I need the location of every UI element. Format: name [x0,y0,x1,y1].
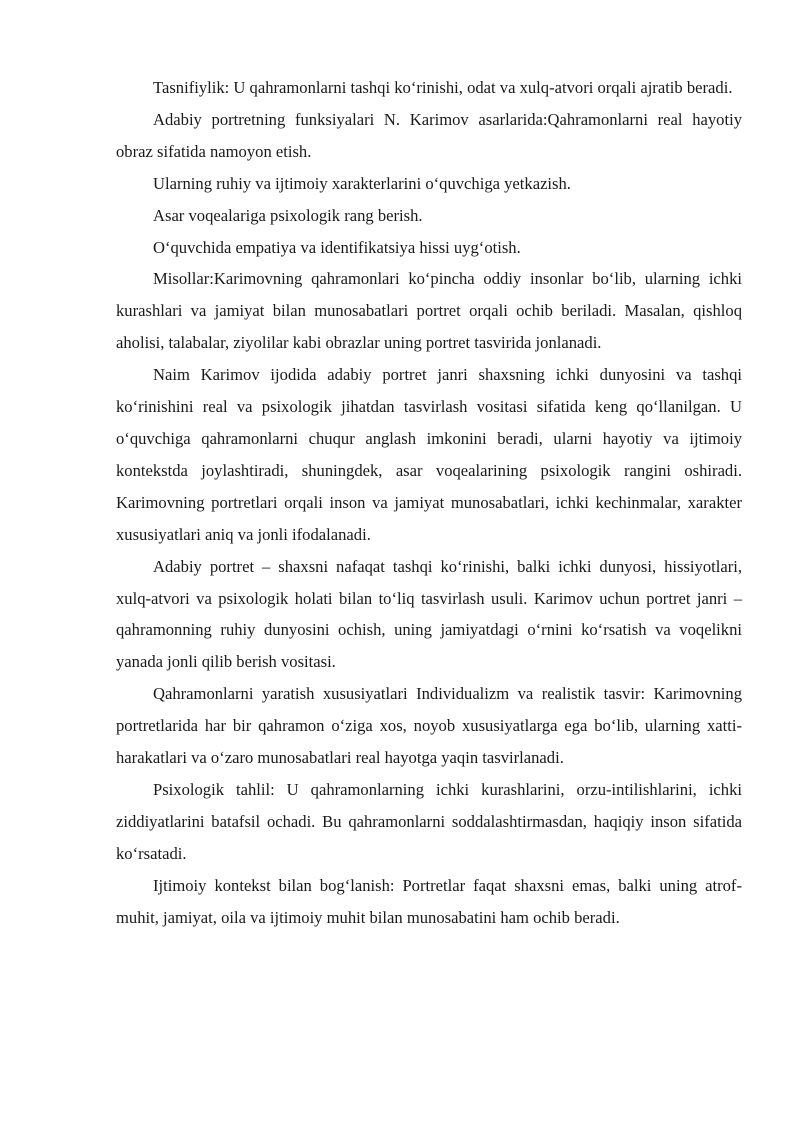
paragraph-social-context: Ijtimoiy kontekst bilan bog‘lanish: Portretlar faqat shaxsni emas, balki uning atrof-muhit, jamiyat, oila va ijtimoiy muhit bilan munosabatini ham ochib beradi. [116,875,742,927]
paragraph-psychological-analysis: Psixologik tahlil: U qahramonlarning ichki kurashlarini, orzu-intilishlarini, ichki ziddiyatlarini batafsil ochadi. Bu qahramonlarni soddalashtirmasdan, haqiqiy inson sifatida ko‘rsatadi. [116,779,742,863]
paragraph-karimov-portrait-genre: Naim Karimov ijodida adabiy portret janri shaxsning ichki dunyosini va tashqi ko‘rinishini real va psixologik jihatdan tasvirlash vositasi sifatida keng qo‘llanilgan. U o‘quvchiga qahramonlarni chuqur anglash imkonini beradi, ularni hayotiy va ijtimoiy kontekstda joylashtiradi, shuningdek, asar voqealarining psixologik rangini oshiradi. Karimovning portretlari orqali inson va jamiyat munosabatlari, ichki kechinmalar, xarakter xususiyatlari aniq va jonli ifodalanadi. [116,365,742,544]
paragraph-literary-portrait-definition: Adabiy portret – shaxsni nafaqat tashqi ko‘rinishi, balki ichki dunyosi, hissiyotlari, xulq-atvori va psixologik holati bilan to‘liq tasvirlash usuli. Karimov uchun portret janri – qahramonning ruhiy dunyosini ochish, uning jamiyatdagi o‘rnini ko‘rsatish va voqelikni yanada jonli qilib berish vositasi. [116,556,742,672]
paragraph-psychological-color: Asar voqealariga psixologik rang berish. [153,205,423,225]
paragraph-character-creation: Qahramonlarni yaratish xususiyatlari Individualizm va realistik tasvir: Karimovning portretlarida har bir qahramon o‘ziga xos, noyob xususiyatlarga ega bo‘lib, ularning xatti-harakatlari va o‘zaro munosabatlari real hayotga yaqin tasvirlanadi. [116,684,742,768]
document-body [116,72,742,933]
paragraph-empathy: O‘quvchida empatiya va identifikatsiya hissi uyg‘otish. [153,237,521,257]
paragraph-portrait-functions: Adabiy portretning funksiyalari N. Karimov asarlarida:Qahramonlarni real hayotiy obraz sifatida namoyon etish. [116,109,742,161]
paragraph-spiritual-character: Ularning ruhiy va ijtimoiy xarakterlarini o‘quvchiga yetkazish. [153,173,571,193]
paragraph-examples: Misollar:Karimovning qahramonlari ko‘pincha oddiy insonlar bo‘lib, ularning ichki kurashlari va jamiyat bilan munosabatlari portret orqali ochib beriladi. Masalan, qishloq aholisi, talabalar, ziyolilar kabi obrazlar uning portret tasvirida jonlanadi. [116,269,742,353]
paragraph-classification: Tasnifiylik: U qahramonlarni tashqi ko‘rinishi, odat va xulq-atvori orqali ajratib beradi. [153,78,733,97]
